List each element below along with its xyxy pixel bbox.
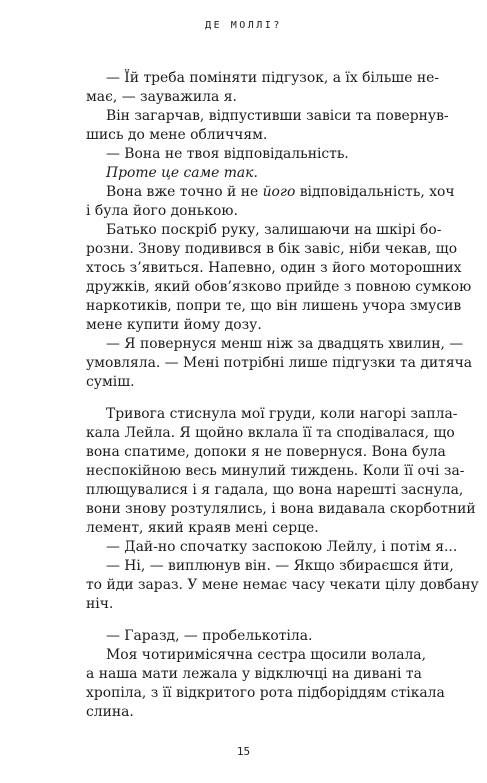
text-line [86, 405, 458, 424]
text-run: Батько поскріб руку, залишаючи на шкірі бо- [106, 222, 442, 238]
text-line [86, 259, 462, 278]
text-line [86, 183, 455, 202]
text-run: а наша мати лежала у відключці на дивані та [86, 666, 422, 682]
text-run: — Ні, — виплюнув він. — Якщо збираєшся йти, [106, 558, 454, 574]
text-run: вона спатиме, допоки я не повернуся. Вона була [86, 444, 446, 460]
text-line [86, 221, 442, 240]
paragraph [86, 646, 445, 722]
text-run: розни. Знову подивився в бік завіс, ніби чекав, що [86, 241, 458, 257]
text-run: плющувалися і я гадала, що вона нарешті заснула, [86, 482, 464, 498]
text-line [86, 354, 473, 373]
paragraph [86, 538, 458, 557]
text-line [86, 202, 408, 221]
text-line [86, 538, 458, 557]
text-run: наркотиків, попри те, що він лишень учора змусив [86, 298, 462, 314]
italic-text: Проте це саме так. [106, 165, 258, 181]
text-run: дружків, який обов’язково прийде з повною сумкою [86, 279, 472, 295]
paragraph [86, 145, 408, 164]
text-run: відповідальність, хоч [295, 184, 455, 200]
paragraph [86, 335, 473, 392]
italic-text: його [262, 184, 296, 200]
text-run: суміш. [86, 374, 135, 390]
text-line [86, 145, 408, 164]
paragraph [86, 557, 479, 614]
text-line [86, 443, 446, 462]
text-line [86, 424, 455, 443]
text-run: неспокійною весь минулий тиждень. Коли її очі за- [86, 463, 465, 479]
text-line [86, 557, 454, 576]
text-line [86, 373, 408, 392]
paragraph [86, 69, 440, 107]
text-run: — Дай-но спочатку заспокою Лейлу, і потім я... [106, 539, 458, 555]
text-run: Вона вже точно й не [106, 184, 263, 200]
body-text [86, 69, 479, 722]
text-line [86, 646, 427, 665]
text-line [86, 684, 445, 703]
running-head: ДЕ МОЛЛІ? [205, 20, 282, 31]
text-line [86, 576, 479, 595]
text-line [86, 278, 472, 297]
text-run: і була його донькою. [86, 203, 238, 219]
text-line [86, 462, 465, 481]
text-run: то йди зараз. У мене немає часу чекати цілу довбану [86, 577, 479, 593]
text-line [86, 88, 408, 107]
text-run: — Їй треба поміняти підгузок, а їх більше не- [106, 70, 440, 86]
text-line [86, 519, 408, 538]
paragraph [86, 405, 476, 538]
text-run: — Я повернуся менш ніж за двадцять хвилин, — [106, 336, 464, 352]
text-line [86, 481, 464, 500]
text-run: лемент, який краяв мені серце. [86, 520, 319, 536]
text-run: шись до мене обличчям. [86, 127, 268, 143]
paragraph [86, 221, 472, 335]
text-run: Моя чотиримісячна сестра щосили волала, [106, 647, 427, 663]
text-line [86, 297, 462, 316]
text-run: — Гаразд, — пробелькотіла. [106, 628, 313, 644]
text-line [86, 164, 408, 183]
text-line [86, 627, 408, 646]
text-line [86, 316, 408, 335]
text-run: Він загарчав, відпустивши завіси та повернув- [106, 108, 449, 124]
text-run: має, — зауважила я. [86, 89, 237, 105]
text-run: хропіла, з її відкритого рота підборіддям стікала [86, 685, 445, 701]
text-run: мене купити йому дозу. [86, 317, 262, 333]
text-line [86, 703, 408, 722]
text-line [86, 126, 408, 145]
paragraph [86, 183, 455, 221]
text-run: ніч. [86, 596, 114, 612]
text-run: хтось з’явиться. Напевно, один з його моторошних [86, 260, 462, 276]
text-line [86, 500, 476, 519]
text-run: слина. [86, 704, 134, 720]
text-line [86, 240, 458, 259]
page-number: 15 [236, 745, 251, 758]
text-run: Тривога стиснула мої груди, коли нагорі запла- [106, 406, 458, 422]
text-run: вони знову розтулялись, і вона видавала скорботний [86, 501, 476, 517]
paragraph [86, 107, 449, 145]
text-line [86, 107, 449, 126]
text-line [86, 595, 408, 614]
paragraph [86, 164, 408, 183]
text-line [86, 665, 422, 684]
text-line [86, 69, 440, 88]
text-run: — Вона не твоя відповідальність. [106, 146, 349, 162]
text-run: умовляла. — Мені потрібні лише підгузки та дитяча [86, 355, 473, 371]
paragraph [86, 627, 408, 646]
text-run: кала Лейла. Я щойно вклала її та сподівалася, що [86, 425, 455, 441]
text-line [86, 335, 464, 354]
